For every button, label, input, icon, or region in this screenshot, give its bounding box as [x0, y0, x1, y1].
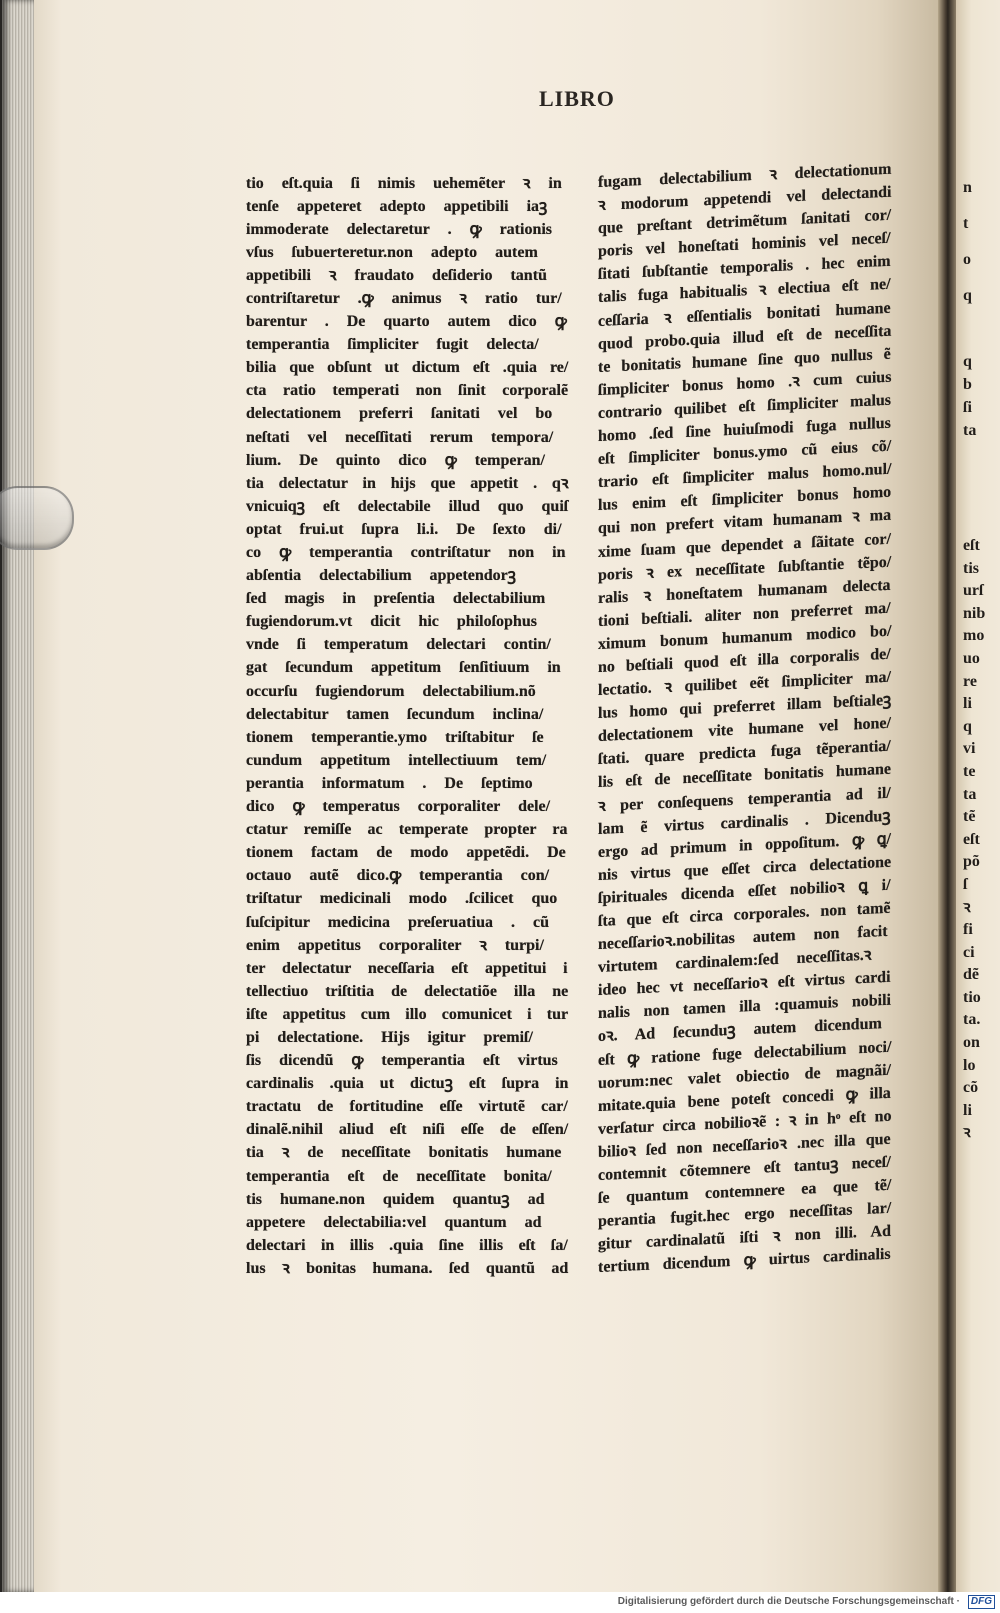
text-line: [246, 426, 568, 449]
line-text: pi delectatione. Hijs igitur premiſ/: [246, 1028, 533, 1046]
line-text: eſt: [963, 830, 980, 848]
facing-fragment: [963, 206, 999, 242]
facing-fragment: [963, 671, 999, 694]
line-text: ꝛ: [963, 898, 971, 916]
line-text: barentur . De quarto autem dico ꝙ: [246, 313, 567, 331]
line-text: vſus ſubuerteretur.non adepto autem: [246, 243, 538, 261]
text-line: [246, 841, 568, 864]
gutter-shadow: [938, 0, 956, 1592]
line-text: delectabitur tamen ſecundum inclina/: [246, 705, 544, 723]
line-text: perantia informatum . De ſeptimo: [246, 774, 533, 792]
text-line: [246, 703, 568, 726]
text-line: [246, 472, 568, 495]
line-text: uo: [963, 649, 980, 667]
line-text: mo: [963, 627, 985, 645]
line-text: lus ꝛ bonitas humana. ſed quantũ ad: [246, 1259, 569, 1277]
line-text: delectari in illis .quia ſine illis eſt ſa/: [246, 1236, 568, 1254]
line-text: neſtati vel neceſſitati rerum tempora/: [246, 428, 554, 446]
facing-fragment: [963, 919, 999, 942]
facing-page-fragments-upper: [963, 170, 999, 314]
text-line: [246, 1165, 568, 1188]
line-text: lectatio. ꝛ quilibet eẽt ſimpliciter ma/: [598, 668, 891, 699]
line-text: re: [963, 672, 977, 690]
line-text: appetibili ꝛ fraudato deſiderio tantũ: [246, 266, 547, 284]
text-line: [246, 1234, 568, 1257]
line-text: ta: [963, 422, 977, 439]
line-text: que preſtant detrimẽtum ſanitati cor/: [598, 206, 892, 237]
text-line: [246, 818, 568, 841]
line-text: temperantia ſimpliciter fugit delecta/: [246, 336, 539, 354]
line-text: dinalẽ.nihil aliud eſt niſi eſſe de eſſen/: [246, 1121, 569, 1139]
line-text: tioni beſtiali. aliter non preferret ma/: [598, 598, 891, 630]
text-line: [246, 610, 568, 633]
text-line: [246, 1095, 568, 1118]
text-line: [246, 195, 568, 218]
text-line: [246, 1049, 568, 1072]
facing-fragment: [963, 897, 999, 920]
line-text: quod probo.quia illud eſt de neceſſita: [598, 321, 892, 353]
line-text: homo .ſed ſine huiuſmodi fuga nullus: [598, 414, 891, 445]
facing-page: [956, 0, 1000, 1592]
text-line: [246, 1211, 568, 1234]
line-text: occurſu fugiendorum delectabilium.nõ: [246, 682, 536, 700]
line-text: ſimpliciter bonus homo .ꝛ cum cuius: [598, 368, 892, 399]
text-line: [246, 218, 568, 241]
line-text: temperantia eſt de neceſſitate bonita/: [246, 1167, 552, 1185]
facing-fragment: [963, 693, 999, 716]
text-line: [246, 402, 568, 425]
line-text: qui non prefert vitam humanam ꝛ ma: [598, 506, 892, 537]
line-text: ſe quantum contemnere ea que tẽ/: [598, 1176, 892, 1207]
text-line: [246, 1118, 568, 1141]
line-text: no beſtiali quod eſt illa corporalis de/: [598, 645, 891, 676]
text-line: [246, 1188, 568, 1211]
line-text: ceſſaria ꝛ eſſentialis bonitati humane: [598, 298, 891, 330]
page-holder-clip: [0, 486, 74, 550]
line-text: li: [963, 1101, 972, 1119]
line-text: contriſtaretur .ꝙ animus ꝛ ratio tur/: [246, 289, 562, 307]
facing-fragment: [963, 350, 999, 373]
text-line: [246, 1141, 568, 1164]
line-text: nib: [963, 604, 986, 622]
line-text: te: [963, 762, 976, 780]
line-text: neceſſarioꝛ.nobilitas autem non facit: [598, 922, 888, 953]
line-text: ſitati ſubſtantie temporalis . hec enim: [598, 252, 891, 283]
text-line: [246, 772, 568, 795]
line-text: iſte appetitus cum illo comunicet i tur: [246, 1005, 569, 1023]
line-text: on: [963, 1034, 980, 1052]
facing-fragment: [963, 874, 999, 897]
text-line: [246, 172, 568, 195]
line-text: eſt ꝙ ratione fuge delectabilium noci/: [598, 1037, 892, 1069]
right-column: [598, 157, 891, 1279]
line-text: lus homo qui preferret illam beſtialeꝫ: [598, 691, 892, 722]
facing-fragment: [963, 373, 999, 396]
facing-fragment: [963, 851, 999, 874]
line-text: vnicuiqꝫ eſt delectabile illud quo quiſ: [246, 497, 569, 515]
footer-credit: Digitalisierung gefördert durch die Deutsche Forschungsgemeinschaft ·: [617, 1596, 960, 1607]
text-line: [246, 680, 568, 703]
line-text: delectationem vite humane vel hone/: [598, 714, 891, 745]
line-text: lus enim eſt ſimpliciter bonus homo: [598, 483, 892, 514]
line-text: tia delectatur in hijs que appetit . qꝛ: [246, 474, 569, 492]
line-text: ter delectatur neceſſaria eſt appetitui i: [246, 959, 568, 977]
text-line: [246, 864, 568, 887]
facing-fragment: [963, 625, 999, 648]
line-text: tionem factam de modo appetẽdi. De: [246, 844, 566, 862]
line-text: lium. De quinto dico ꝙ temperan/: [246, 451, 545, 469]
page-edges: [2, 0, 36, 1592]
line-text: lis eſt de neceſſitate bonitatis humane: [598, 760, 891, 791]
line-text: ꝛ: [963, 1124, 971, 1142]
line-text: b: [963, 376, 972, 393]
facing-fragment: [963, 738, 999, 761]
text-line: [246, 564, 568, 587]
line-text: vnde ſi temperatum delectari contin/: [246, 636, 551, 654]
line-text: bilioꝛ ſed non neceſſarioꝛ .nec illa que: [598, 1130, 891, 1161]
line-text: co ꝙ temperantia contriſtatur non in: [246, 544, 566, 561]
line-text: tis: [963, 559, 979, 577]
line-text: mitate.quia bene poteſt concedi ꝙ illa: [598, 1083, 891, 1115]
facing-fragment: [963, 1009, 999, 1032]
line-text: ſpirituales dicenda eſſet nobilioꝛ ꝗ i/: [598, 876, 891, 907]
line-text: ci: [963, 943, 975, 961]
line-text: bilia que obſunt ut dictum eſt .quia re/: [246, 359, 569, 377]
text-line: [246, 449, 568, 472]
line-text: triſtatur medicinali modo .ſcilicet quo: [246, 890, 558, 908]
line-text: fi: [963, 921, 973, 939]
line-text: ſtati. quare predicta fuga tẽperantia/: [598, 737, 891, 768]
line-text: tis humane.non quidem quantuꝫ ad: [246, 1190, 545, 1208]
line-text: uorum:nec valet obiectio de magnãi/: [598, 1060, 891, 1092]
text-line: [246, 957, 568, 980]
line-text: q: [963, 287, 972, 304]
line-text: contrario quilibet eſt ſimpliciter malus: [598, 391, 892, 422]
line-text: ſta que eſt circa corporales. non tamẽ: [598, 899, 891, 930]
line-text: cundum appetitum intellectiuum tem/: [246, 751, 547, 769]
line-text: cõ: [963, 1079, 979, 1097]
line-text: ſis dicendũ ꝙ temperantia eſt virtus: [246, 1052, 558, 1070]
text-line: [246, 980, 568, 1003]
facing-fragment: [963, 580, 999, 603]
facing-fragment: [963, 784, 999, 807]
line-text: cta ratio temperati non ſinit corporalẽ: [246, 382, 569, 400]
line-text: tellectiuo triſtitia de delectatiõe illa ne: [246, 982, 569, 1000]
line-text: tenſe appeteret adepto appetibili iaꝫ: [246, 197, 548, 215]
line-text: gitur cardinalatũ iſti ꝛ non illi. Ad: [598, 1222, 891, 1253]
line-text: fugam delectabilium ꝛ delectationum: [598, 160, 892, 191]
line-text: ſi: [963, 399, 972, 416]
line-text: vi: [963, 740, 976, 758]
text-line: [246, 241, 568, 264]
line-text: eſt: [963, 537, 980, 554]
text-line: [246, 379, 568, 402]
facing-fragment: [963, 278, 999, 314]
line-text: o: [963, 251, 971, 268]
line-text: ſ: [963, 875, 968, 893]
facing-fragment: [963, 806, 999, 829]
facing-fragment: [963, 964, 999, 987]
facing-fragment: [963, 648, 999, 671]
text-line: [246, 356, 568, 379]
line-text: q: [963, 353, 972, 370]
text-line: [246, 518, 568, 541]
facing-fragment: [963, 716, 999, 739]
line-text: dico ꝙ temperatus corporaliter dele/: [246, 798, 551, 816]
line-text: tẽ: [963, 808, 976, 826]
line-text: ta.: [963, 1011, 981, 1029]
line-text: q: [963, 717, 972, 735]
line-text: lo: [963, 1056, 976, 1074]
line-text: ergo ad primum in oppoſitum. ꝙ ꝗ/: [598, 829, 891, 861]
line-text: poris ꝛ ex neceſſitate ſubſtantie tẽpo/: [598, 552, 892, 584]
line-text: optat frui.ut ſupra li.i. De ſexto di/: [246, 520, 562, 538]
facing-fragment: [963, 558, 999, 581]
line-text: nalis non tamen illa :quamuis nobili: [598, 991, 891, 1022]
line-text: ſuſcipitur medicina preſeruatiua . cũ: [246, 913, 549, 931]
facing-fragment: [963, 603, 999, 626]
line-text: ideo hec vt neceſſarioꝛ eſt virtus cardi: [598, 968, 891, 999]
line-text: verſatur circa nobilioꝛẽ : ꝛ in hͦ eſt no: [598, 1107, 892, 1138]
line-text: tio eſt.quia ſi nimis uehemẽter ꝛ in: [246, 174, 562, 192]
line-text: tionem temperantie.ymo triſtabitur ſe: [246, 728, 544, 746]
text-line: [246, 287, 568, 310]
line-text: eſt ſimpliciter bonus.ymo cũ eius cõ/: [598, 437, 892, 468]
line-text: gat ſecundum appetitum ſenſitiuum in: [246, 659, 561, 677]
facing-fragment: [963, 1055, 999, 1078]
facing-fragment: [963, 535, 999, 558]
text-line: [246, 333, 568, 356]
line-text: oꝛ. Ad ſecunduꝫ autem dicendum: [598, 1015, 882, 1045]
text-line: [246, 1072, 568, 1095]
line-text: trario eſt ſimpliciter malus homo.nul/: [598, 460, 892, 491]
text-line: [246, 495, 568, 518]
line-text: ctatur remiſſe ac temperate propter ra: [246, 821, 568, 839]
facing-fragment: [963, 829, 999, 852]
line-text: põ: [963, 853, 980, 871]
text-line: [246, 587, 568, 610]
facing-fragment: [963, 761, 999, 784]
line-text: talis fuga habitualis ꝛ electiua eſt ne/: [598, 275, 891, 306]
facing-fragment: [963, 1100, 999, 1123]
line-text: contemnit cõtemnere eſt tantuꝫ neceſ/: [598, 1153, 891, 1184]
line-text: delectationem preferri ſanitati vel bo: [246, 405, 553, 423]
line-text: poris vel honeſtati hominis vel neceſ/: [598, 229, 891, 260]
facing-fragment: [963, 1032, 999, 1055]
line-text: enim appetitus corporaliter ꝛ turpi/: [246, 936, 544, 954]
text-line: [246, 633, 568, 656]
text-line: [246, 264, 568, 287]
text-line: [246, 934, 568, 957]
text-line: [246, 1003, 568, 1026]
line-text: dẽ: [963, 966, 979, 984]
line-text: perantia fugit.hec ergo neceſſitas lar/: [598, 1199, 892, 1230]
facing-fragment: [963, 942, 999, 965]
text-line: [246, 310, 568, 333]
line-text: ximum bonum humanum modico bo/: [598, 622, 892, 653]
text-line: [246, 1026, 568, 1049]
text-line: [246, 541, 568, 564]
line-text: tractatu de fortitudine eſſe virtutẽ car/: [246, 1098, 568, 1116]
facing-page-fragments-lower: [963, 535, 999, 1145]
footer-bar: [0, 1592, 1000, 1613]
text-line: [246, 795, 568, 818]
line-text: ſed magis in preſentia delectabilium: [246, 590, 546, 608]
dfg-logo: DFG: [968, 1595, 995, 1609]
line-text: virtutem cardinalem:ſed neceſſitas.ꝛ: [598, 946, 872, 976]
line-text: immoderate delectaretur . ꝙ rationis: [246, 220, 553, 238]
left-column: [246, 172, 568, 1281]
line-text: nis virtus que eſſet circa delectatione: [598, 853, 892, 884]
line-text: ralis ꝛ honeſtatem humanam delecta: [598, 575, 891, 607]
line-text: octauo autẽ dico.ꝙ temperantia con/: [246, 867, 550, 885]
running-title: LIBRO: [539, 86, 615, 111]
line-text: li: [963, 695, 972, 713]
text-line: [246, 749, 568, 772]
facing-fragment: [963, 1122, 999, 1145]
line-text: appetere delectabilia:vel quantum ad: [246, 1213, 542, 1231]
line-text: ta: [963, 785, 977, 803]
line-text: cardinalis .quia ut dictuꝫ eſt ſupra in: [246, 1075, 569, 1093]
line-text: ꝛ per conſequens temperantia ad il/: [598, 783, 891, 815]
line-text: t: [963, 215, 969, 232]
line-text: ꝛ modorum appetendi vel delectandi: [598, 183, 892, 214]
line-text: abſentia delectabilium appetendorꝫ: [246, 567, 516, 585]
line-text: tertium dicendum ꝙ uirtus cardinalis: [598, 1245, 891, 1276]
line-text: xime ſuam que dependet a ſãitate cor/: [598, 529, 891, 560]
line-text: urſ: [963, 582, 984, 600]
text-line: [246, 911, 568, 934]
line-text: n: [963, 179, 972, 196]
line-text: te bonitatis humane ſine quo nullus ẽ: [598, 344, 891, 376]
text-line: [246, 1257, 568, 1280]
facing-fragment: [963, 170, 999, 206]
text-line: [246, 887, 568, 910]
line-text: tio: [963, 988, 981, 1006]
facing-fragment: [963, 1077, 999, 1100]
line-text: tia ꝛ de neceſſitate bonitatis humane: [246, 1144, 562, 1162]
text-line: [246, 726, 568, 749]
facing-fragment: [963, 396, 999, 419]
line-text: lam ẽ virtus cardinalis . Dicenduꝫ: [598, 806, 891, 838]
facing-fragment: [963, 987, 999, 1010]
text-line: [246, 656, 568, 679]
facing-fragment: [963, 242, 999, 278]
line-text: fugiendorum.vt dicit hic philoſophus: [246, 613, 537, 631]
facing-page-fragments-middle: [963, 350, 999, 442]
facing-fragment: [963, 419, 999, 442]
